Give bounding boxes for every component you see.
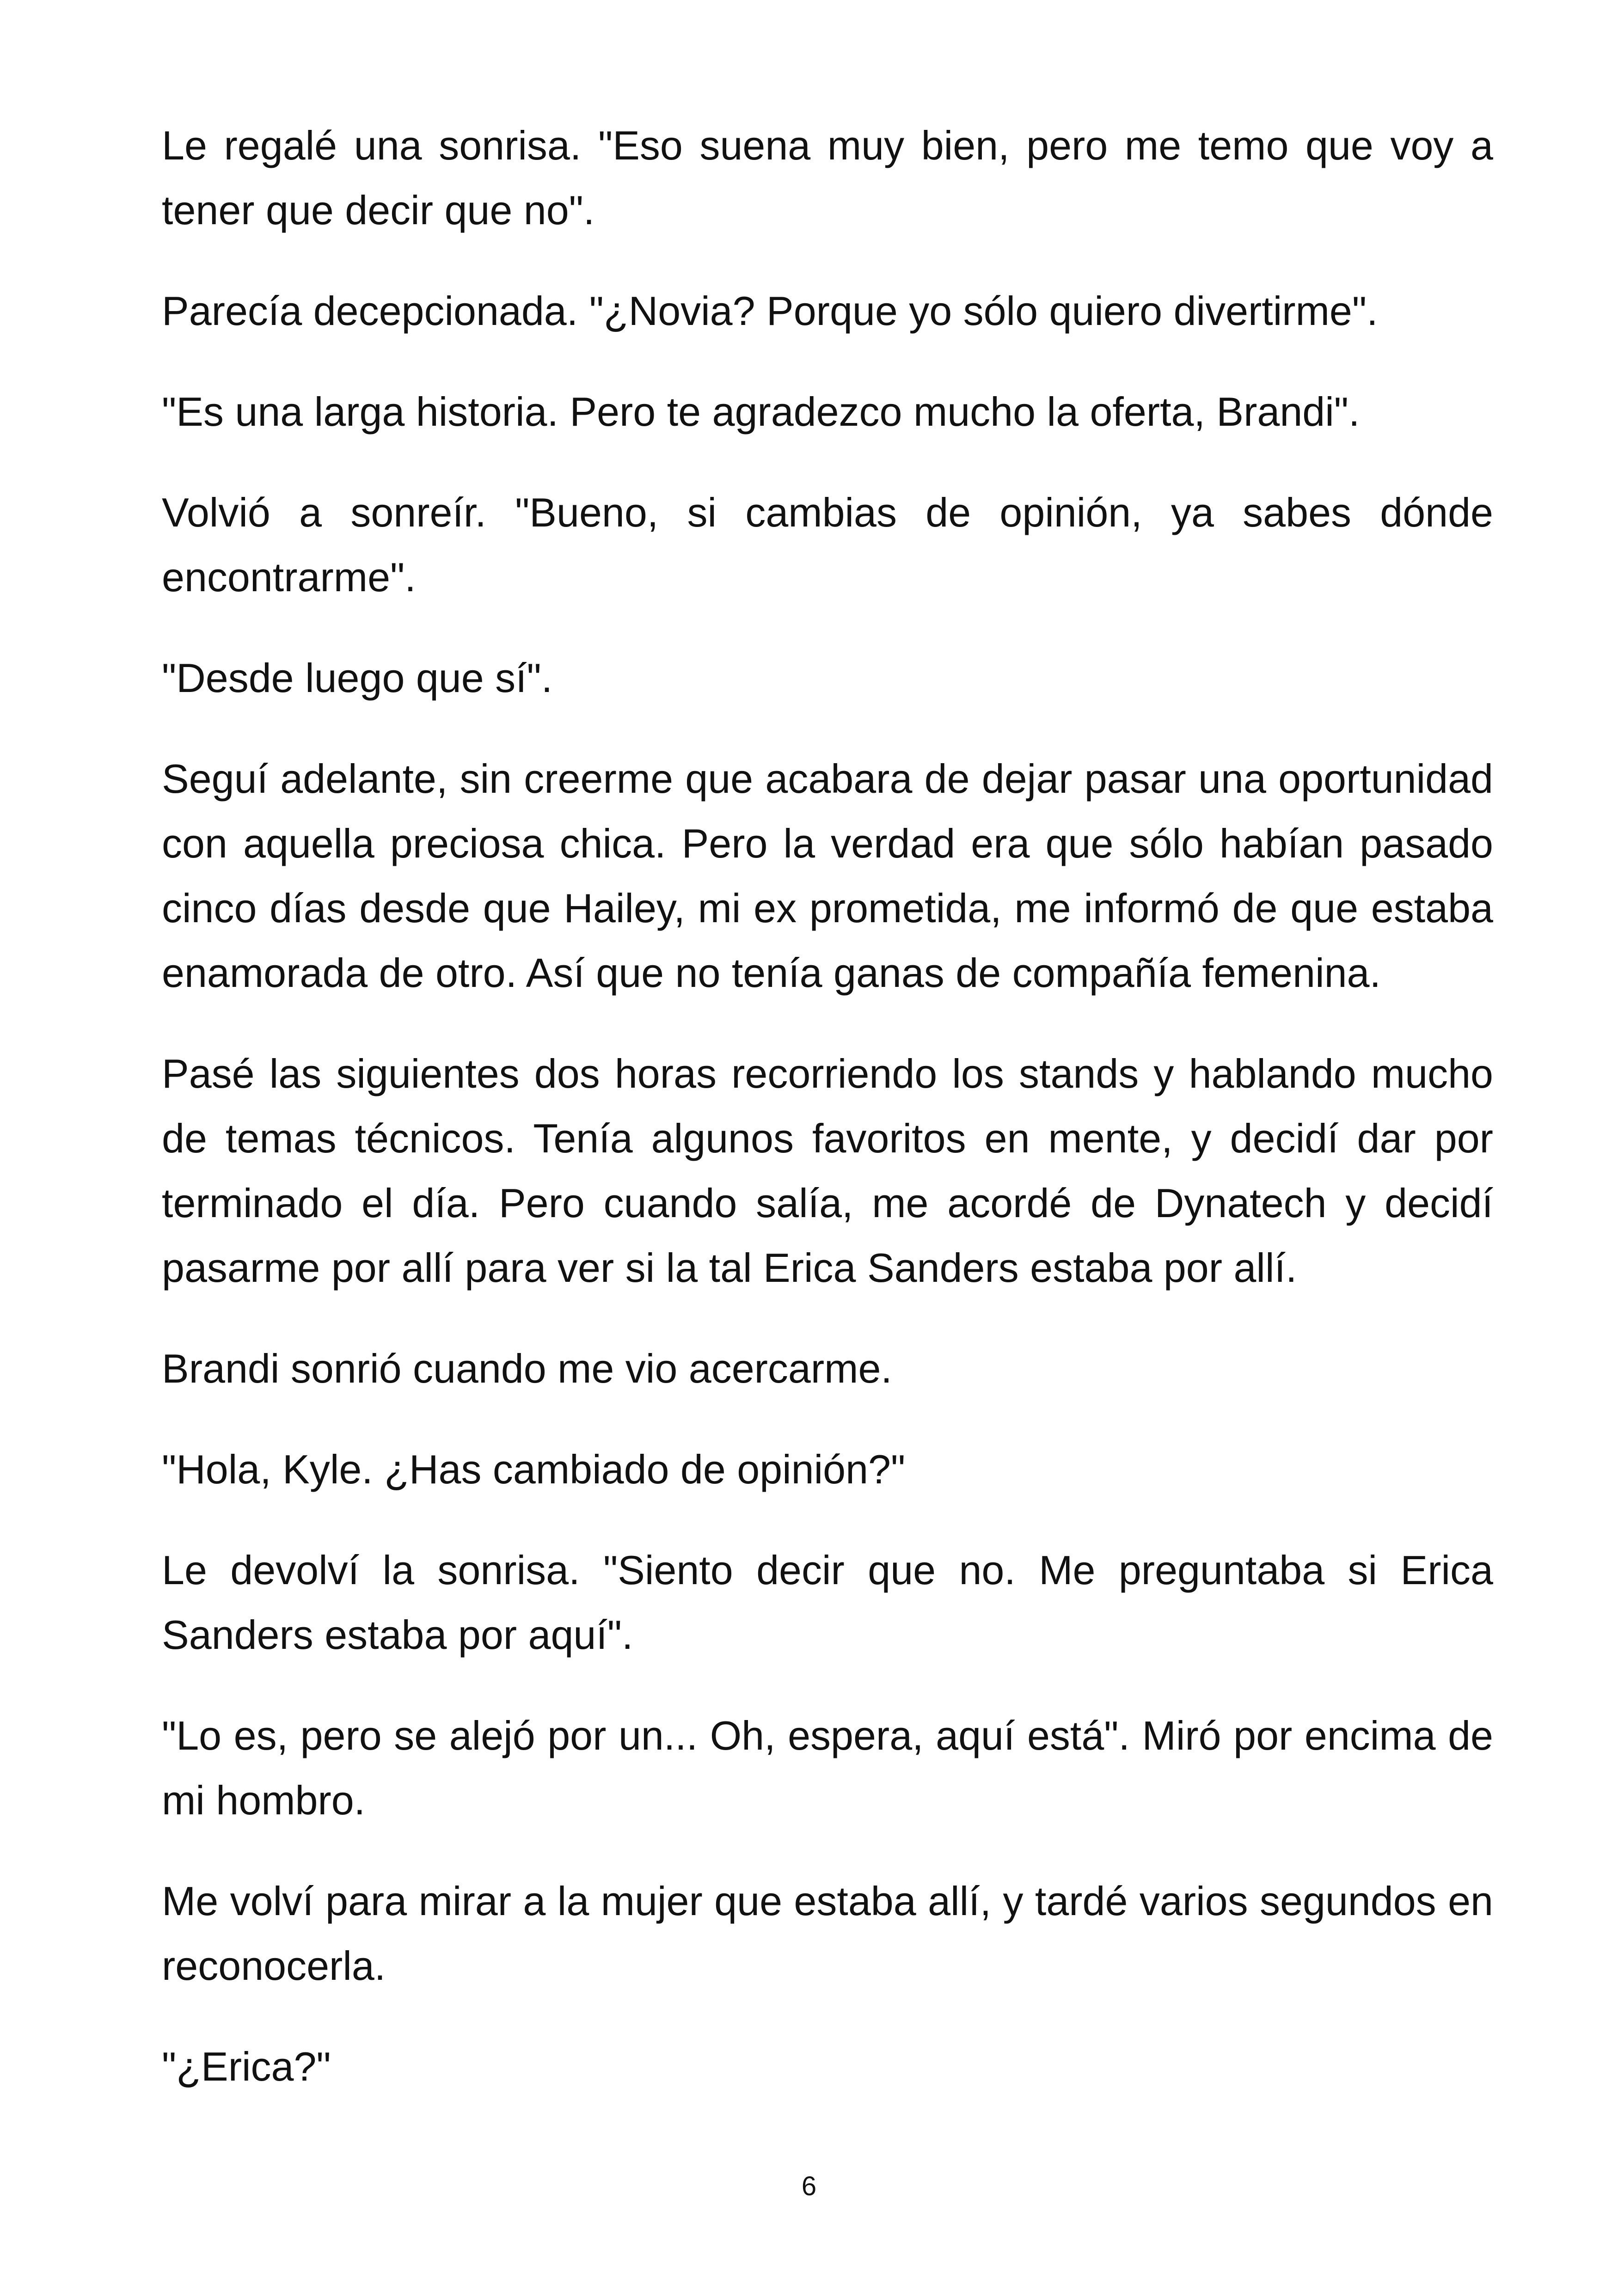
paragraph: Volvió a sonreír. "Bueno, si cambias de opinión, ya sabes dónde encontrarme". bbox=[162, 490, 1493, 600]
paragraph: "Es una larga historia. Pero te agradezco mucho la oferta, Brandi". bbox=[162, 389, 1360, 435]
paragraph: Parecía decepcionada. "¿Novia? Porque yo sólo quiero divertirme". bbox=[162, 288, 1378, 334]
paragraph: Brandi sonrió cuando me vio acercarme. bbox=[162, 1346, 892, 1391]
paragraph: Me volví para mirar a la mujer que estaba allí, y tardé varios segundos en reconocerla. bbox=[162, 1878, 1493, 1989]
paragraph: Pasé las siguientes dos horas recorriendo los stands y hablando mucho de temas técnicos. Tenía algunos favoritos en mente, y decidí dar por terminado el día. Pero cuando salía, me acordé de Dynatech y decidí pasarme por allí para ver si la tal Erica Sanders estaba por allí. bbox=[162, 1051, 1493, 1291]
paragraph: "Hola, Kyle. ¿Has cambiado de opinión?" bbox=[162, 1446, 906, 1492]
paragraph: "Lo es, pero se alejó por un... Oh, espera, aquí está". Miró por encima de mi hombro. bbox=[162, 1713, 1493, 1823]
paragraph: Le devolví la sonrisa. "Siento decir que no. Me preguntaba si Erica Sanders estaba por aquí". bbox=[162, 1547, 1493, 1658]
page-number: 6 bbox=[801, 2171, 817, 2201]
paragraph: Le regalé una sonrisa. "Eso suena muy bien, pero me temo que voy a tener que decir que no". bbox=[162, 122, 1493, 233]
body-text bbox=[162, 113, 1493, 2135]
paragraph: Seguí adelante, sin creerme que acabara de dejar pasar una oportunidad con aquella preciosa chica. Pero la verdad era que sólo habían pasado cinco días desde que Hailey, mi ex prometida, me informó de que estaba enamorada de otro. Así que no tenía ganas de compañía femenina. bbox=[162, 756, 1493, 996]
paragraph: "¿Erica?" bbox=[162, 2044, 331, 2089]
paragraph: "Desde luego que sí". bbox=[162, 655, 553, 701]
